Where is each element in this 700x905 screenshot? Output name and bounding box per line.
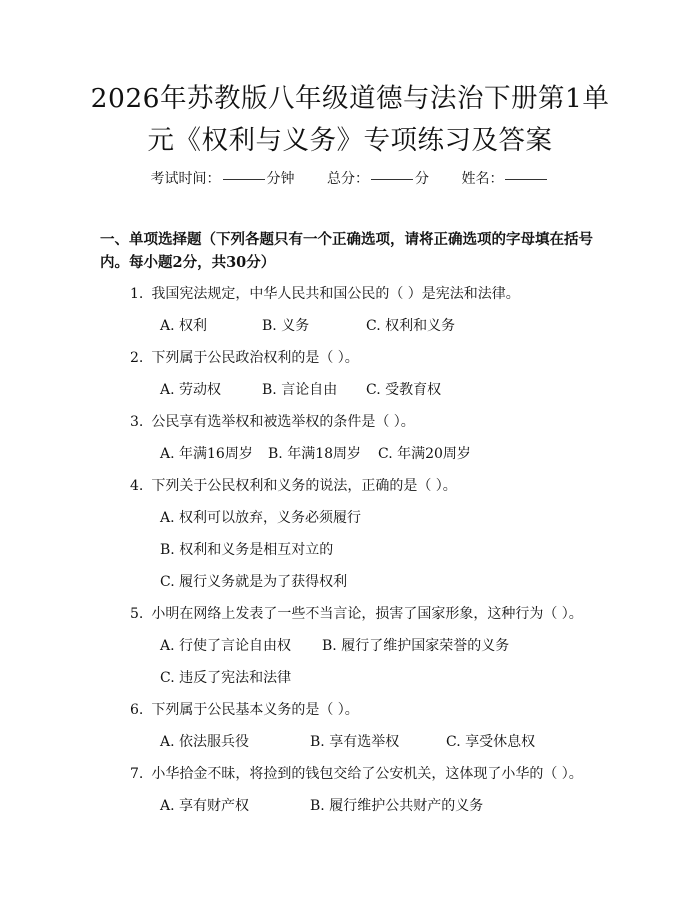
title-line-2: 元《权利与义务》专项练习及答案 xyxy=(147,125,553,156)
document-title xyxy=(40,78,660,162)
option-b: B. 言论自由 xyxy=(262,382,338,398)
question-1 xyxy=(130,283,520,303)
option-a: A. 年满16周岁 xyxy=(160,446,253,462)
time-blank xyxy=(223,179,265,180)
score-blank xyxy=(371,179,413,180)
option-c: C. 年满20周岁 xyxy=(378,446,471,462)
question-5-options-row xyxy=(160,635,509,655)
question-text: 公民享有选举权和被选举权的条件是（ ）。 xyxy=(151,414,415,430)
name-field xyxy=(461,171,549,187)
question-5-option-c: C. 违反了宪法和法律 xyxy=(160,670,292,686)
question-text: 下列属于公民政治权利的是（ ）。 xyxy=(151,350,359,366)
score-label: 总分： xyxy=(327,171,369,187)
question-number: 2. xyxy=(130,350,144,366)
question-3-options xyxy=(160,443,471,463)
question-4 xyxy=(130,475,457,495)
option-b: B. 享有选举权 xyxy=(310,734,400,750)
option-a: A. 享有财产权 xyxy=(160,798,250,814)
question-number: 1. xyxy=(130,286,144,302)
question-1-options xyxy=(160,315,455,335)
option-c: C. 受教育权 xyxy=(366,382,442,398)
option-b: B. 年满18周岁 xyxy=(268,446,362,462)
section-heading: 一、单项选择题（下列各题只有一个正确选项，请将正确选项的字母填在括号内。每小题2分，共30分） xyxy=(100,231,593,271)
question-text: 下列关于公民权利和义务的说法，正确的是（ ）。 xyxy=(151,478,457,494)
question-number: 6. xyxy=(130,702,144,718)
question-4-option-c: C. 履行义务就是为了获得权利 xyxy=(160,574,348,590)
question-4-option-b: B. 权利和义务是相互对立的 xyxy=(160,542,334,558)
score-field xyxy=(327,171,429,187)
question-text: 小华拾金不昧，将捡到的钱包交给了公安机关，这体现了小华的（ ）。 xyxy=(151,766,583,782)
option-b: B. 履行维护公共财产的义务 xyxy=(310,798,484,814)
option-a: A. 依法服兵役 xyxy=(160,734,250,750)
option-c: C. 权利和义务 xyxy=(366,318,456,334)
question-5 xyxy=(130,603,583,623)
exam-meta xyxy=(0,168,700,188)
option-b: B. 义务 xyxy=(262,318,310,334)
question-6-options xyxy=(160,731,535,751)
question-2-options xyxy=(160,379,441,399)
question-number: 3. xyxy=(130,414,144,430)
question-7 xyxy=(130,763,583,783)
name-label: 姓名： xyxy=(461,171,504,187)
question-7-options xyxy=(160,795,483,815)
question-2 xyxy=(130,347,359,367)
question-6 xyxy=(130,699,359,719)
question-text: 小明在网络上发表了一些不当言论，损害了国家形象，这种行为（ ）。 xyxy=(151,606,583,622)
question-text: 我国宪法规定，中华人民共和国公民的（ ）是宪法和法律。 xyxy=(151,286,520,302)
option-c: C. 享受休息权 xyxy=(446,734,536,750)
name-blank xyxy=(505,179,547,180)
time-unit: 分钟 xyxy=(266,171,295,187)
question-4-option-a: A. 权利可以放弃，义务必须履行 xyxy=(160,510,362,526)
score-unit: 分 xyxy=(415,171,429,187)
time-label: 考试时间： xyxy=(150,171,221,187)
option-a: A. 权利 xyxy=(160,318,208,334)
question-number: 5. xyxy=(130,606,144,622)
question-text: 下列属于公民基本义务的是（ ）。 xyxy=(151,702,359,718)
option-b: B. 履行了维护国家荣誉的义务 xyxy=(322,638,510,654)
time-field xyxy=(151,171,295,187)
option-a: A. 劳动权 xyxy=(160,382,222,398)
option-a: A. 行使了言论自由权 xyxy=(160,638,292,654)
title-line-1: 2026年苏教版八年级道德与法治下册第1单 xyxy=(90,83,610,114)
question-3 xyxy=(130,411,415,431)
question-number: 4. xyxy=(130,478,144,494)
question-number: 7. xyxy=(130,766,144,782)
